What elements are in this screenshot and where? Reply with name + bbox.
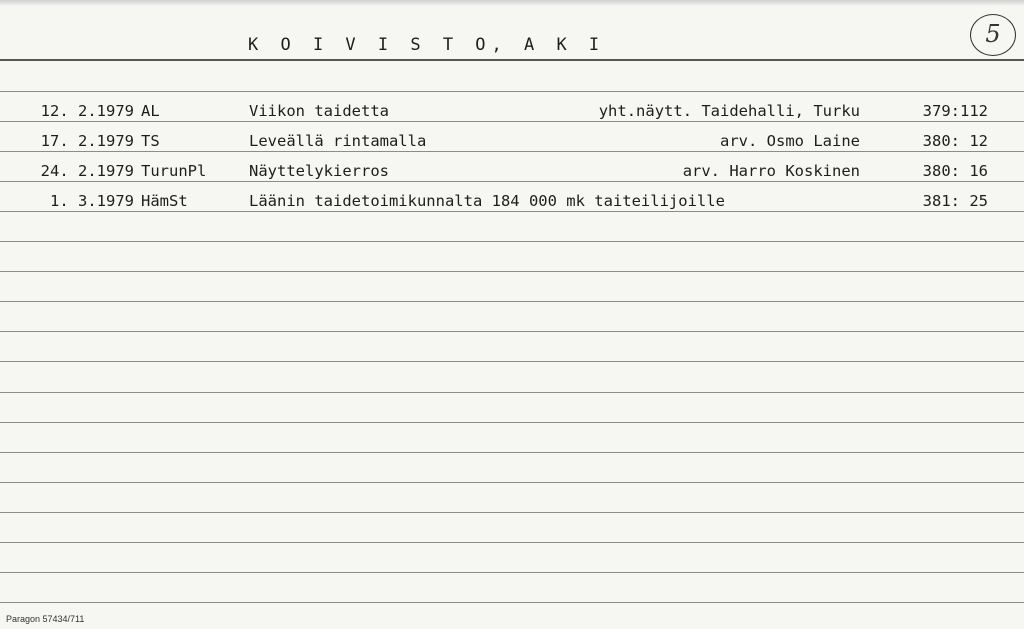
entry-row <box>0 102 1024 122</box>
entry-title: Viikon taidetta <box>249 102 389 120</box>
card-heading-name: K O I V I S T O, A K I <box>248 35 606 55</box>
entry-row <box>0 162 1024 182</box>
entry-title: Läänin taidetoimikunnalta 184 000 mk taiteilijoille <box>249 192 725 210</box>
entry-reference: 379:112 <box>922 102 988 120</box>
ruled-line <box>0 91 1024 92</box>
ruled-line <box>0 241 1024 242</box>
entry-note: yht.näytt. Taidehalli, Turku <box>598 102 860 120</box>
ruled-line <box>0 482 1024 483</box>
ruled-line <box>0 301 1024 302</box>
ruled-line <box>0 271 1024 272</box>
ruled-line <box>0 331 1024 332</box>
ruled-line <box>0 542 1024 543</box>
header-rule <box>0 59 1024 61</box>
entry-row <box>0 132 1024 152</box>
entry-title: Näyttelykierros <box>249 162 389 180</box>
ruled-line <box>0 422 1024 423</box>
entry-source: HämSt <box>141 192 188 210</box>
ruled-line <box>0 392 1024 393</box>
ruled-line <box>0 512 1024 513</box>
ruled-line <box>0 452 1024 453</box>
entry-note: arv. Harro Koskinen <box>682 162 860 180</box>
print-code: Paragon 57434/711 <box>6 614 85 624</box>
ruled-line <box>0 602 1024 603</box>
entry-reference: 381: 25 <box>922 192 988 210</box>
ruled-line <box>0 572 1024 573</box>
entry-title: Leveällä rintamalla <box>249 132 427 150</box>
entry-row <box>0 192 1024 212</box>
entry-source: TurunPl <box>141 162 207 180</box>
ruled-line <box>0 361 1024 362</box>
top-edge-shadow <box>0 0 1024 6</box>
entry-reference: 380: 16 <box>922 162 988 180</box>
entry-source: TS <box>141 132 160 150</box>
entry-reference: 380: 12 <box>922 132 988 150</box>
entry-note: arv. Osmo Laine <box>720 132 860 150</box>
entry-date: 17. 2.1979 <box>40 132 134 150</box>
entry-source: AL <box>141 102 160 120</box>
entry-date: 1. 3.1979 <box>50 192 134 210</box>
entry-date: 12. 2.1979 <box>40 102 134 120</box>
card-number-circle: 5 <box>970 14 1016 56</box>
entry-date: 24. 2.1979 <box>40 162 134 180</box>
